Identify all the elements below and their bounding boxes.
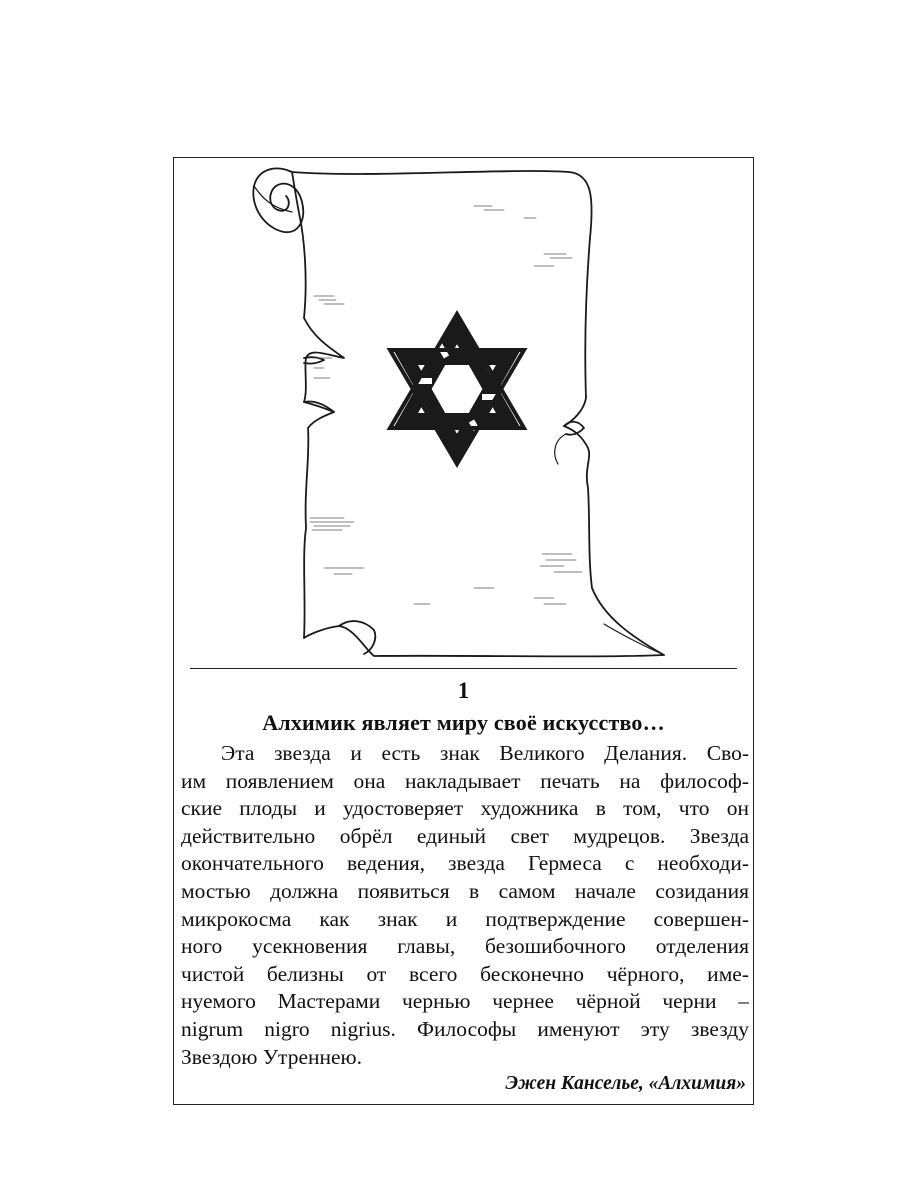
plate-card (173, 157, 754, 1105)
quote-attribution: Эжен Канселье, «Алхимия» (505, 1073, 746, 1094)
text-line: Звездою Утреннею. (181, 1044, 362, 1069)
text-line: ного усекновения главы, безошибочного отделения (181, 934, 749, 959)
text-line: nigrum nigro nigrius. Философы именуют эту звезду (181, 1016, 749, 1041)
divider-rule (190, 668, 737, 669)
text-line: действительно обрёл единый свет мудрецов. Звезда (181, 823, 749, 848)
scroll-illustration (174, 158, 755, 663)
text-line: им появлением она накладывает печать на философ- (181, 768, 749, 793)
text-line: ские плоды и удостоверяет художника в том, что он (181, 796, 749, 821)
text-line: мостью должна появиться в самом начале созидания (181, 878, 749, 903)
text-line: окончательного ведения, звезда Гермеса с необходи- (181, 851, 749, 876)
parchment-scroll-icon (253, 168, 664, 656)
text-line: чистой белизны от всего бесконечно чёрного, име- (181, 961, 749, 986)
text-line: Эта звезда и есть знак Великого Делания. Сво- (221, 741, 749, 765)
plate-title: Алхимик являет миру своё искусство… (262, 710, 665, 735)
body-paragraph (181, 740, 749, 1071)
text-line: нуемого Мастерами чернью чернее чёрной черни – (181, 989, 749, 1014)
text-line: микрокосма как знак и подтверждение совершен- (181, 906, 749, 931)
plate-number: 1 (457, 678, 470, 703)
